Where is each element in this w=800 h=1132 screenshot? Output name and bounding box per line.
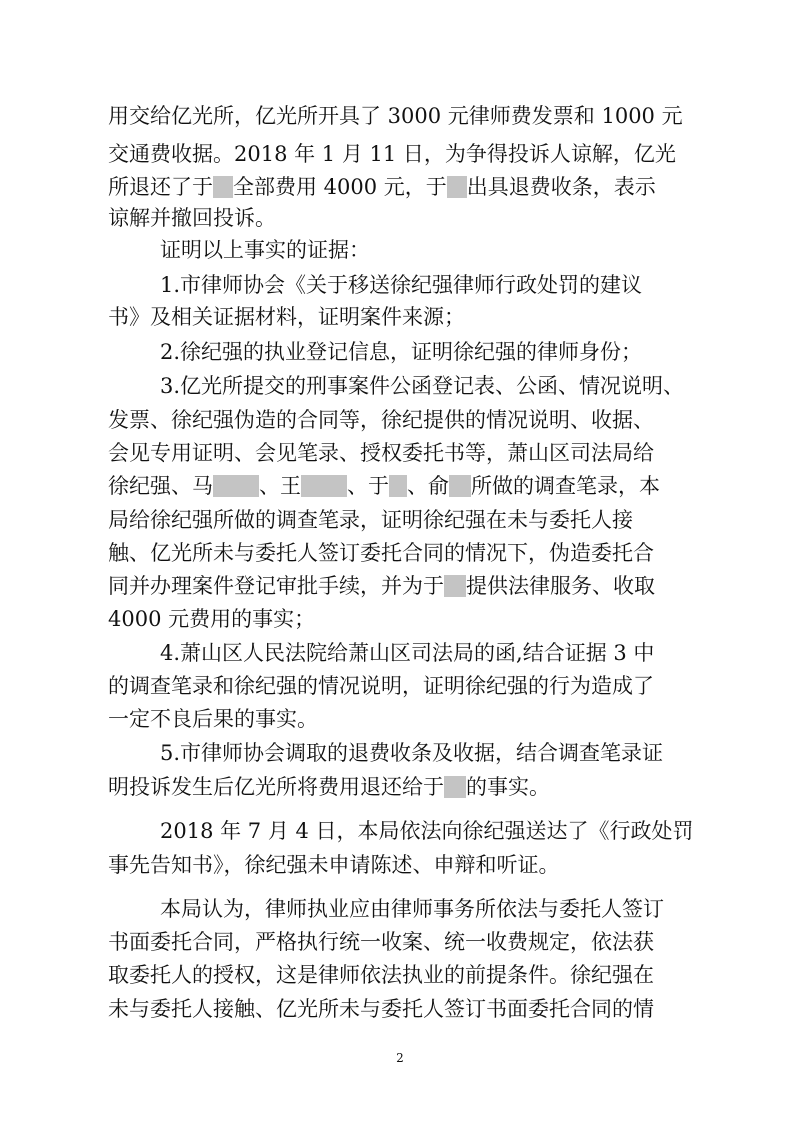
text-line [108, 538, 654, 568]
text-segment: 所退还了于 [108, 175, 213, 199]
text-line [108, 302, 465, 332]
text-line [108, 438, 654, 468]
text-segment: 事先告知书》，徐纪强未申请陈述、申辩和听证。 [108, 853, 560, 877]
text-line [108, 101, 683, 131]
text-segment: 3.亿光所提交的刑事案件公函登记表、公函、情况说明、 [160, 374, 685, 398]
text-segment: 4.萧山区人民法院给萧山区司法局的函,结合证据 3 中 [160, 641, 655, 665]
text-line [108, 405, 654, 435]
text-line [160, 270, 642, 300]
text-segment: 本局认为，律师执业应由律师事务所依法与委托人签订 [160, 897, 664, 921]
redaction-block [449, 475, 471, 497]
redaction-block [389, 475, 407, 497]
text-line [160, 816, 694, 846]
text-line [108, 139, 676, 169]
text-segment: 未与委托人接触、亿光所未与委托人签订书面委托合同的情 [108, 997, 654, 1021]
text-segment: 书面委托合同，严格执行统一收案、统一收费规定，依法获 [108, 930, 654, 954]
text-segment: 交通费收据。2018 年 1 月 11 日，为争得投诉人谅解，亿光 [108, 142, 676, 166]
text-line [108, 571, 655, 601]
text-segment: 全部费用 4000 元，于 [233, 175, 447, 199]
text-segment: 谅解并撤回投诉。 [108, 206, 276, 230]
redaction-block [444, 575, 466, 597]
redaction-block [301, 475, 347, 497]
text-line [108, 505, 633, 535]
text-segment: 、于 [347, 474, 389, 498]
text-segment: 书》及相关证据材料，证明案件来源； [108, 305, 465, 329]
redaction-block [213, 176, 233, 198]
text-segment: 的调查笔录和徐纪强的情况说明，证明徐纪强的行为造成了 [108, 674, 654, 698]
page-number: 2 [396, 1051, 404, 1065]
text-line [108, 604, 315, 634]
text-line [160, 894, 664, 924]
redaction-block [213, 475, 259, 497]
text-segment: 4000 元费用的事实； [108, 607, 316, 631]
redaction-block [447, 176, 467, 198]
text-segment: 局给徐纪强所做的调查笔录，证明徐纪强在未与委托人接 [108, 508, 633, 532]
text-line [108, 172, 656, 202]
text-segment: 出具退费收条，表示 [466, 175, 656, 199]
text-segment: 2.徐纪强的执业登记信息，证明徐纪强的律师身份； [160, 340, 643, 364]
text-segment: 1.市律师协会《关于移送徐纪强律师行政处罚的建议 [160, 273, 643, 297]
text-line [108, 960, 654, 990]
text-segment: 徐纪强、马 [108, 474, 213, 498]
text-segment: 明投诉发生后亿光所将费用退还给于 [108, 775, 444, 799]
text-line [160, 738, 663, 768]
text-segment: 所做的调查笔录，本 [471, 474, 660, 498]
text-segment: 、俞 [407, 474, 449, 498]
text-line [108, 704, 318, 734]
redaction-block [444, 776, 466, 798]
text-segment: 会见专用证明、会见笔录、授权委托书等，萧山区司法局给 [108, 441, 654, 465]
text-line [108, 850, 560, 880]
text-segment: 发票、徐纪强伪造的合同等，徐纪提供的情况说明、收据、 [108, 408, 654, 432]
text-segment: 一定不良后果的事实。 [108, 707, 318, 731]
text-segment: 2018 年 7 月 4 日，本局依法向徐纪强送达了《行政处罚 [160, 819, 694, 843]
text-segment: 用交给亿光所，亿光所开具了 3000 元律师费发票和 1000 元 [108, 104, 683, 128]
text-line [160, 638, 654, 668]
text-segment: 同并办理案件登记审批手续，并为于 [108, 574, 444, 598]
text-segment: 提供法律服务、收取 [466, 574, 655, 598]
text-line [160, 337, 642, 367]
text-line [108, 927, 654, 957]
text-line [108, 671, 654, 701]
text-line [160, 371, 684, 401]
text-segment: 的事实。 [466, 775, 550, 799]
text-segment: 5.市律师协会调取的退费收条及收据，结合调查笔录证 [160, 741, 664, 765]
text-line [108, 203, 276, 233]
text-segment: 证明以上事实的证据： [160, 238, 370, 262]
text-segment: 取委托人的授权，这是律师依法执业的前提条件。徐纪强在 [108, 963, 654, 987]
text-line [108, 994, 654, 1024]
text-segment: 触、亿光所未与委托人签订委托合同的情况下，伪造委托合 [108, 541, 654, 565]
text-segment: 、王 [259, 474, 301, 498]
text-line [108, 772, 550, 802]
text-line [108, 471, 660, 501]
text-line [160, 235, 370, 265]
